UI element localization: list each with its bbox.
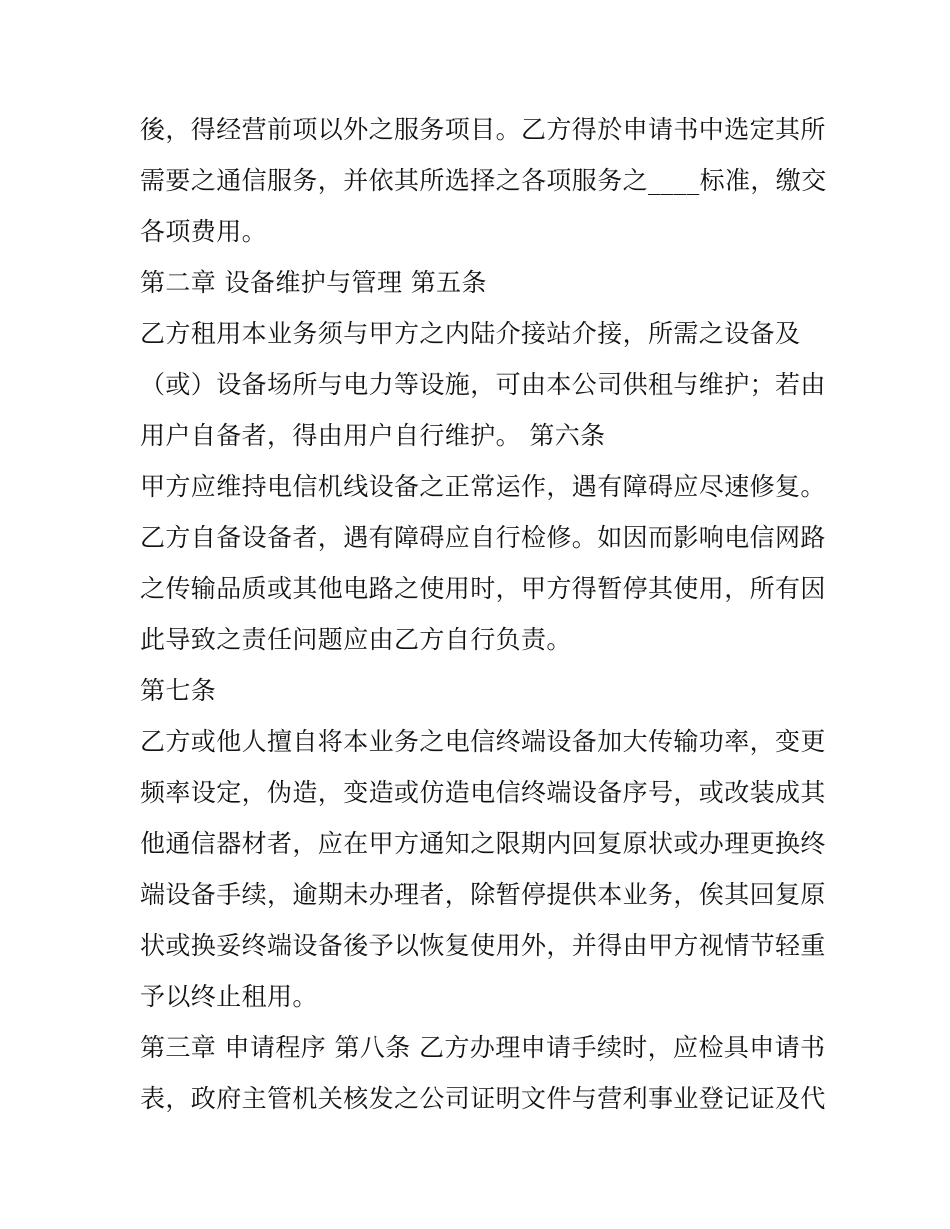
article-heading: 第七条 (140, 676, 217, 705)
text-line: 表，政府主管机关核发之公司证明文件与营利事业登记证及代 (140, 1084, 826, 1113)
text-line: 予以终止租用。 (140, 982, 318, 1011)
text-line: 他通信器材者，应在甲方通知之限期内回复原状或办理更换终 (140, 829, 826, 858)
text-line: 端设备手续，逾期未办理者，除暂停提供本业务，俟其回复原 (140, 880, 826, 909)
text-line: 乙方或他人擅自将本业务之电信终端设备加大传输功率，变更 (140, 727, 826, 756)
text-line: 频率设定，伪造，变造或仿造电信终端设备序号，或改装成其 (140, 778, 826, 807)
text-line: 乙方自备设备者，遇有障碍应自行检修。如因而影响电信网路 (140, 523, 826, 552)
text-line: 乙方租用本业务须与甲方之内陆介接站介接，所需之设备及 (140, 319, 801, 348)
text-line: 之传输品质或其他电路之使用时，甲方得暂停其使用，所有因 (140, 574, 826, 603)
text-line: 用户自备者，得由用户自行维护。 第六条 (140, 421, 606, 450)
text-line: 各项费用。 (140, 217, 268, 246)
text-line: 需要之通信服务，并依其所选择之各项服务之____标准，缴交 (140, 166, 827, 195)
chapter-heading: 第二章 设备维护与管理 第五条 (140, 268, 487, 297)
text-line: 甲方应维持电信机线设备之正常运作，遇有障碍应尽速修复。 (140, 472, 826, 501)
text-line: 此导致之责任问题应由乙方自行负责。 (140, 625, 572, 654)
text-line: 後，得经营前项以外之服务项目。乙方得於申请书中选定其所 (140, 115, 826, 144)
chapter-heading: 第三章 申请程序 第八条 乙方办理申请手续时，应检具申请书 (140, 1033, 826, 1062)
text-line: （或）设备场所与电力等设施，可由本公司供租与维护；若由 (140, 370, 826, 399)
document-body (140, 104, 827, 1124)
text-line: 状或换妥终端设备後予以恢复使用外，并得由甲方视情节轻重 (140, 931, 826, 960)
